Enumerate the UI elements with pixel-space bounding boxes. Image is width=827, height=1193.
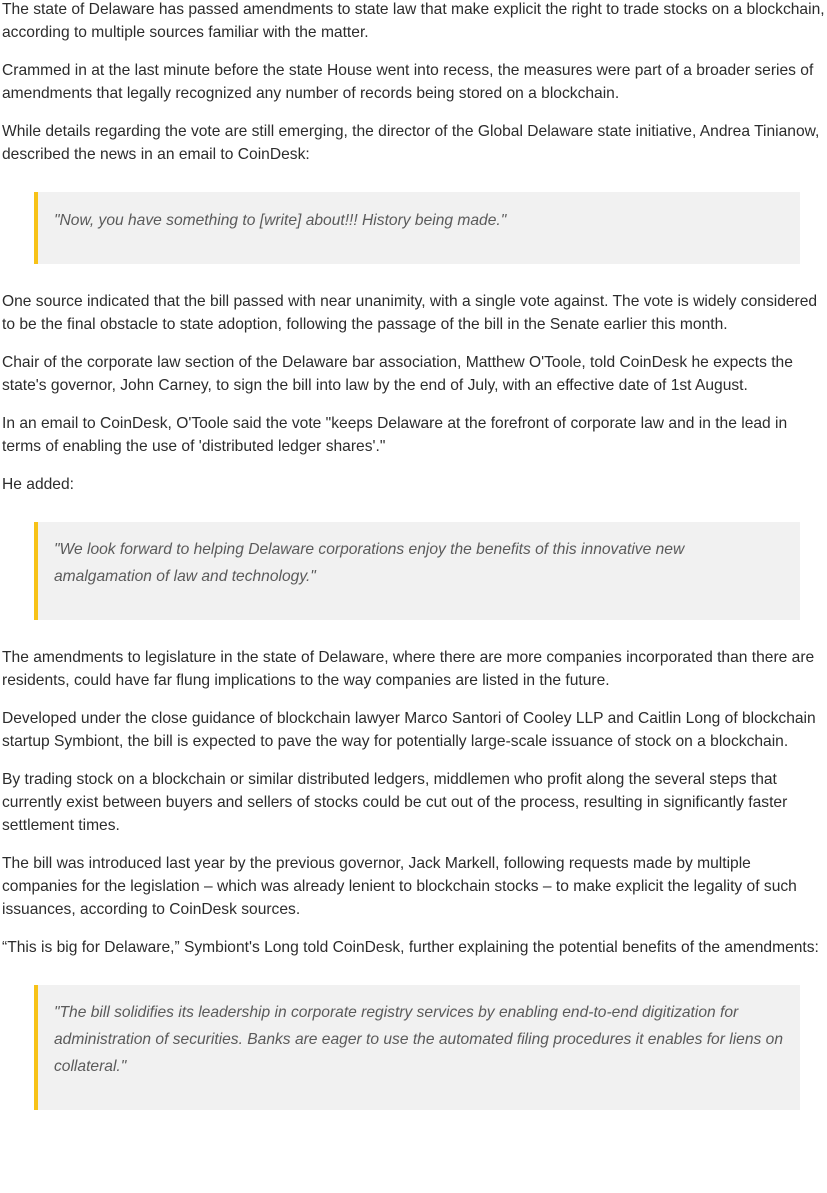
quote-text: "Now, you have something to [write] about!!! History being made.": [54, 212, 507, 229]
pull-quote: [34, 192, 800, 264]
pull-quote: [34, 522, 800, 620]
quote-text: "We look forward to helping Delaware corporations enjoy the benefits of this innovative new amalgamation of law and technology.": [54, 541, 685, 585]
paragraph: He added:: [2, 476, 74, 493]
paragraph: The bill was introduced last year by the previous governor, Jack Markell, following requests made by multiple companies for the legislation – which was already lenient to blockchain stocks – to make explicit the legality of such issuances, according to CoinDesk sources.: [2, 855, 797, 918]
paragraph: In an email to CoinDesk, O'Toole said the vote "keeps Delaware at the forefront of corporate law and in the lead in terms of enabling the use of 'distributed ledger shares'.": [2, 415, 788, 455]
paragraph: Developed under the close guidance of blockchain lawyer Marco Santori of Cooley LLP and Caitlin Long of blockchain startup Symbiont, the bill is expected to pave the way for potentially large-scale issuance of stock on a blockchain.: [2, 710, 816, 750]
paragraph: Chair of the corporate law section of the Delaware bar association, Matthew O'Toole, told CoinDesk he expects the state's governor, John Carney, to sign the bill into law by the end of July, with an effective date of 1st August.: [2, 354, 793, 394]
paragraph: While details regarding the vote are still emerging, the director of the Global Delaware state initiative, Andrea Tinianow, described the news in an email to CoinDesk:: [2, 123, 820, 163]
paragraph: “This is big for Delaware,” Symbiont's Long told CoinDesk, further explaining the potential benefits of the amendments:: [2, 939, 819, 956]
paragraph: By trading stock on a blockchain or similar distributed ledgers, middlemen who profit along the several steps that currently exist between buyers and sellers of stocks could be cut out of the process, resulting in significantly faster settlement times.: [2, 771, 788, 834]
quote-text: "The bill solidifies its leadership in corporate registry services by enabling end-to-end digitization for administration of securities. Banks are eager to use the automated filing procedures it enables for liens on collateral.": [54, 1004, 783, 1075]
paragraph: One source indicated that the bill passed with near unanimity, with a single vote against. The vote is widely considered to be the final obstacle to state adoption, following the passage of the bill in the Senate earlier this month.: [2, 293, 818, 333]
paragraph: Crammed in at the last minute before the state House went into recess, the measures were part of a broader series of amendments that legally recognized any number of records being stored on a blockchain.: [2, 62, 814, 102]
pull-quote: [34, 985, 800, 1110]
paragraph: The state of Delaware has passed amendments to state law that make explicit the right to trade stocks on a blockchain, according to multiple sources familiar with the matter.: [2, 1, 825, 41]
paragraph: The amendments to legislature in the state of Delaware, where there are more companies incorporated than there are residents, could have far flung implications to the way companies are listed in the future.: [2, 649, 815, 689]
